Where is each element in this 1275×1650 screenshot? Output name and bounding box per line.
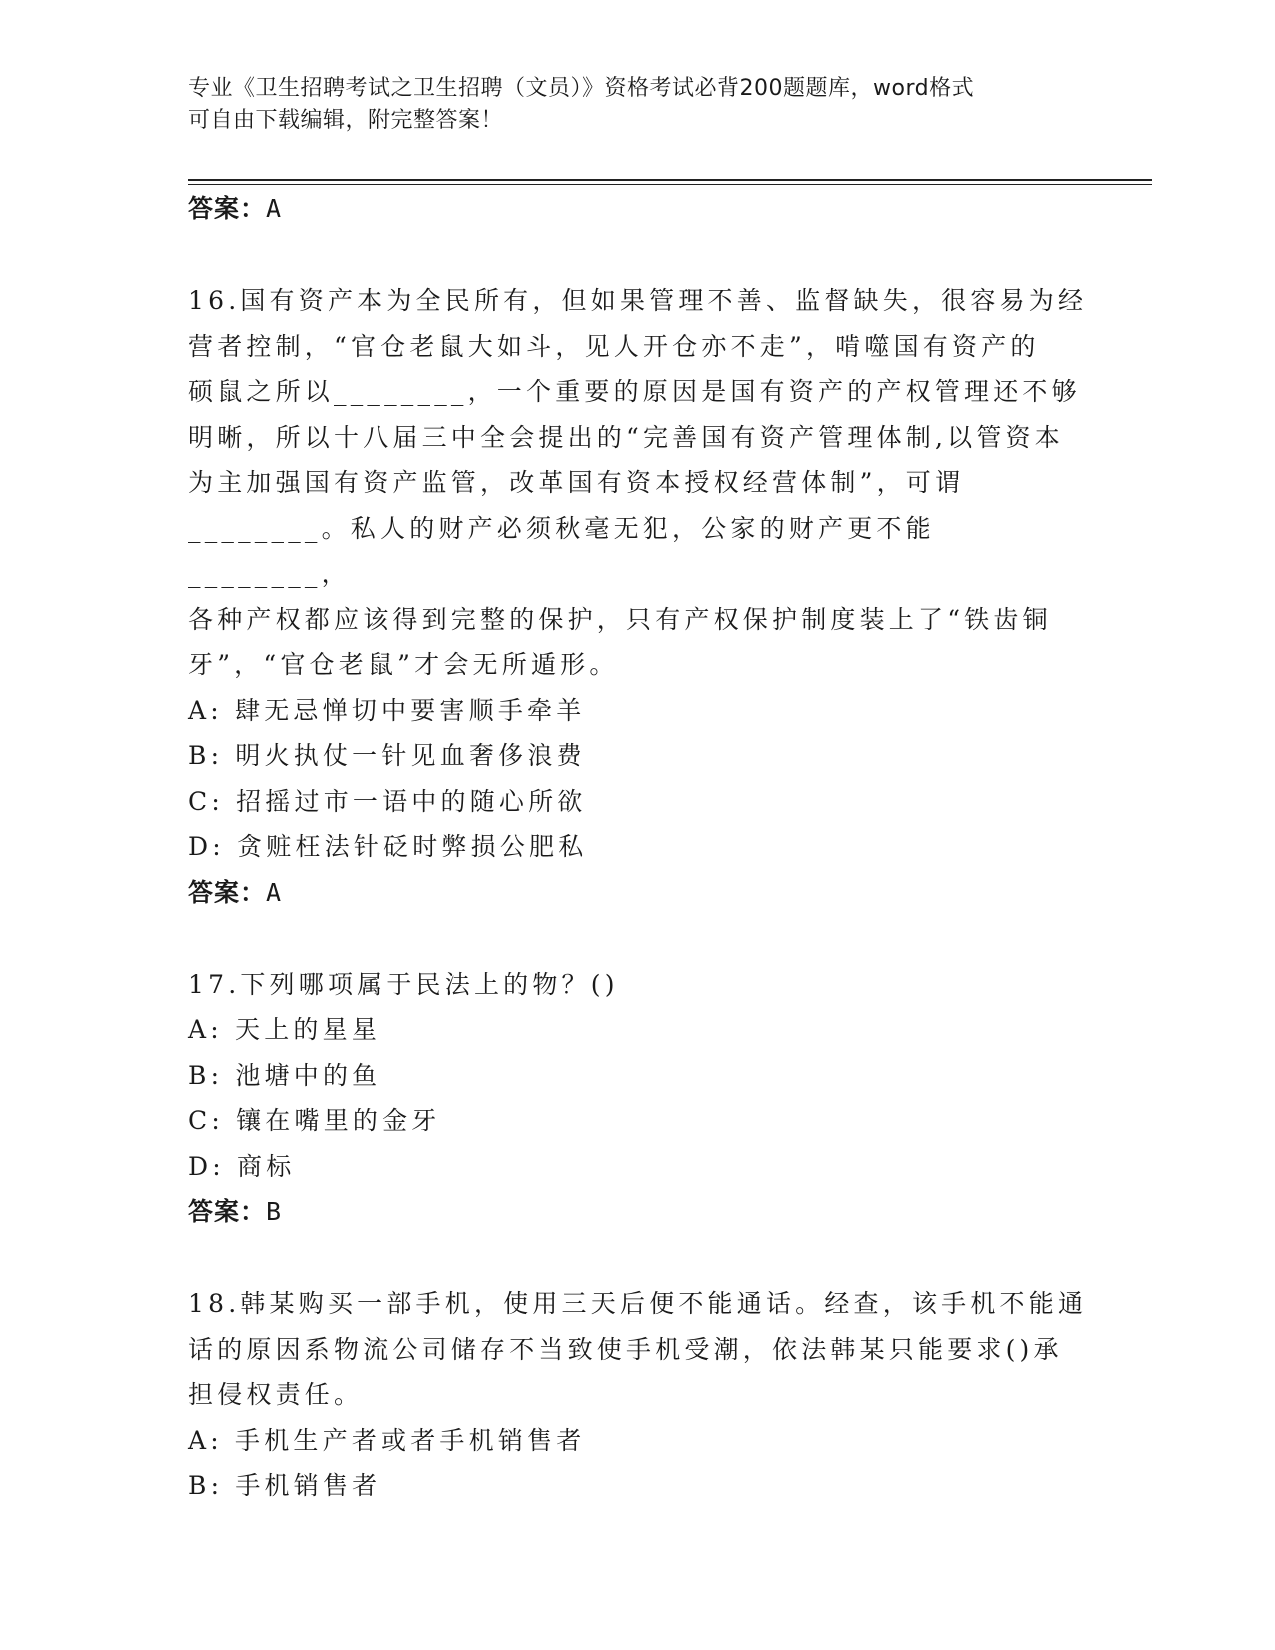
option-a: A: 手机生产者或者手机销售者 — [188, 1425, 586, 1455]
answer-label: 答案： — [188, 1197, 267, 1226]
spacer — [188, 232, 1088, 278]
answer-line — [188, 186, 1088, 232]
option-c: C: 招摇过市一语中的随心所欲 — [188, 786, 587, 816]
spacer — [188, 1235, 1088, 1281]
answer-line — [188, 1189, 1088, 1235]
question-stem: 16.国有资产本为全民所有，但如果管理不善、监督缺失，很容易为经 营者控制，“官仓老鼠大如斗，见人开仓亦不走”，啃噬国有资产的 硕鼠之所以________，一个重要的原因是国有资产的产权管理还不够 明晰，所以十八届三中全会提出的“完善国有资产管理体制,以管资本 为主加强国有资产监管，改革国有资本授权经营体制”，可谓 ________。私人的财产必须秋毫无犯，公家的财产更不能________， 各种产权都应该得到完整的保护，只有产权保护制度装上了“铁齿铜 牙”，“官仓老鼠”才会无所遁形。 — [188, 286, 1088, 679]
header-rule-thin — [188, 184, 1152, 185]
answer-value: A — [266, 194, 283, 223]
answer-value: A — [266, 877, 283, 907]
option-b: B: 池塘中的鱼 — [188, 1060, 382, 1090]
answer-value: B — [266, 1197, 283, 1226]
header-rule-thick — [188, 179, 1152, 181]
question-stem: 18.韩某购买一部手机，使用三天后便不能通话。经查，该手机不能通 话的原因系物流公司储存不当致使手机受潮，依法韩某只能要求()承 担侵权责任。 — [188, 1289, 1088, 1409]
option-d: D: 商标 — [188, 1151, 296, 1181]
option-b: B: 手机销售者 — [188, 1471, 382, 1500]
spacer — [188, 916, 1088, 962]
question-16 — [188, 278, 1088, 916]
question-stem: 17.下列哪项属于民法上的物？() — [188, 969, 619, 999]
document-body — [188, 186, 1088, 1509]
answer-label: 答案： — [188, 877, 267, 907]
question-18 — [188, 1281, 1088, 1509]
option-a: A: 肆无忌惮切中要害顺手牵羊 — [188, 695, 586, 725]
option-d: D: 贪赃枉法针砭时弊损公肥私 — [188, 832, 588, 861]
option-c: C: 镶在嘴里的金牙 — [188, 1106, 441, 1135]
answer-label: 答案： — [188, 194, 267, 223]
question-17 — [188, 962, 1088, 1236]
option-a: A: 天上的星星 — [188, 1015, 382, 1044]
option-b: B: 明火执仗一针见血奢侈浪费 — [188, 741, 586, 770]
page-header: 专业《卫生招聘考试之卫生招聘（文员）》资格考试必背200题题库，word格式 可自由下载编辑，附完整答案！ — [188, 76, 975, 133]
answer-line — [188, 870, 1088, 916]
